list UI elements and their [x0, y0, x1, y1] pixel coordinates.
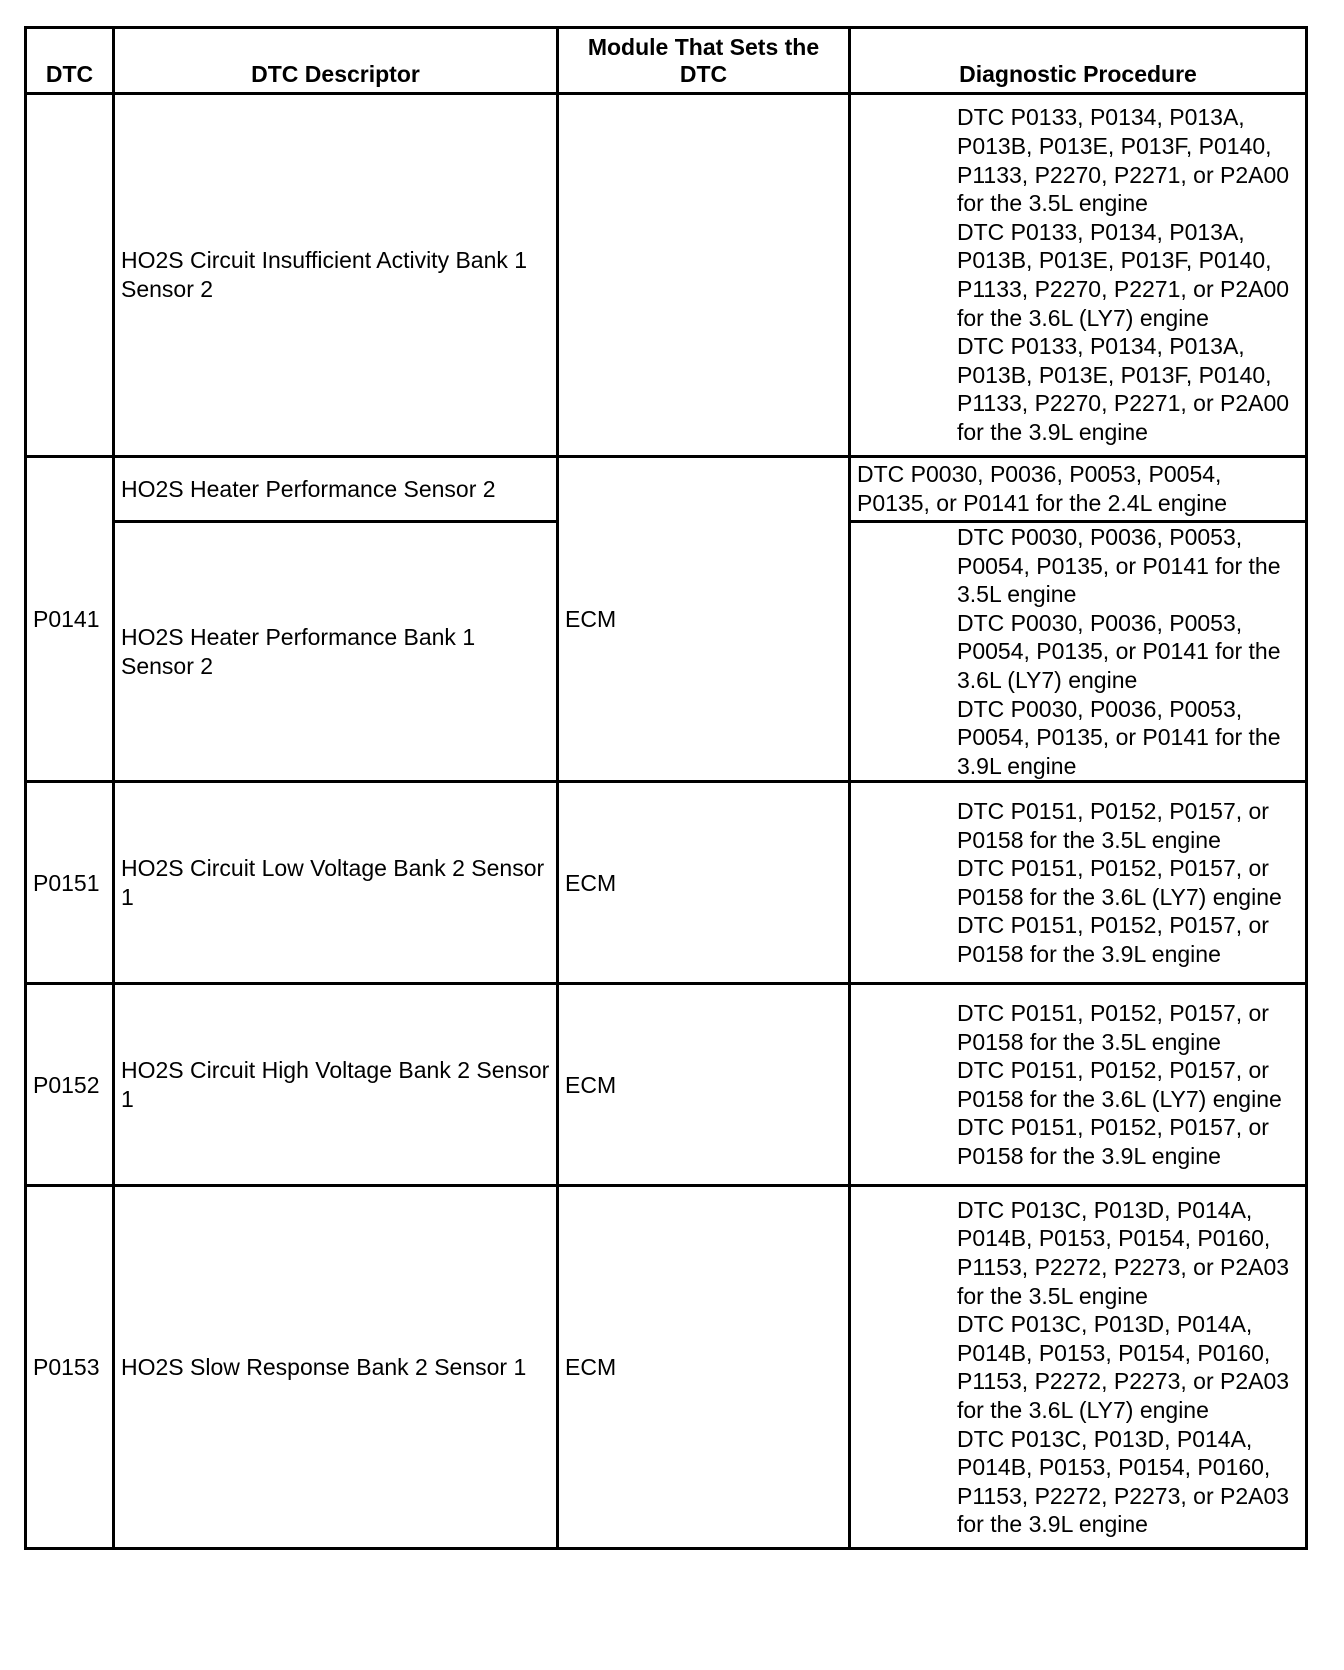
- procedure-link[interactable]: DTC P0030, P0036, P0053, P0054, P0135, or P0141 for the 3.9L engine: [957, 695, 1281, 779]
- table-header-row: [26, 28, 1307, 94]
- procedure-link[interactable]: DTC P0030, P0036, P0053, P0054, P0135, or P0141 for the 3.6L (LY7) engine: [957, 609, 1281, 693]
- module-cell: ECM: [558, 457, 850, 782]
- procedure-link[interactable]: DTC P0151, P0152, P0157, or P0158 for the 3.5L engine: [957, 1000, 1269, 1055]
- module-cell: ECM: [558, 1186, 850, 1549]
- dtc-code: P0153: [26, 1186, 114, 1549]
- procedure-link[interactable]: DTC P0133, P0134, P013A, P013B, P013E, P013F, P0140, P1133, P2270, P2271, or P2A00 for the 3.6L (LY7) engine: [957, 218, 1290, 331]
- procedure-link[interactable]: DTC P0133, P0134, P013A, P013B, P013E, P013F, P0140, P1133, P2270, P2271, or P2A00 for the 3.9L engine: [957, 333, 1290, 445]
- dtc-cell-empty: [26, 94, 114, 457]
- procedure-link[interactable]: DTC P0151, P0152, P0157, or P0158 for the 3.6L (LY7) engine: [957, 855, 1282, 910]
- dtc-code: P0152: [26, 984, 114, 1186]
- table-row: [26, 782, 1307, 984]
- table-row: [26, 457, 1307, 522]
- descriptor-cell: HO2S Circuit Low Voltage Bank 2 Sensor 1: [114, 782, 558, 984]
- procedure-link[interactable]: DTC P0151, P0152, P0157, or P0158 for the 3.5L engine: [957, 798, 1269, 853]
- dtc-table: [24, 26, 1308, 1550]
- procedure-link[interactable]: DTC P0133, P0134, P013A, P013B, P013E, P013F, P0140, P1133, P2270, P2271, or P2A00 for the 3.5L engine: [957, 104, 1290, 217]
- header-module: Module That Sets the DTC: [558, 28, 850, 94]
- procedure-link[interactable]: DTC P013C, P013D, P014A, P014B, P0153, P0154, P0160, P1153, P2272, P2273, or P2A03 for the 3.6L (LY7) engine: [957, 1311, 1290, 1423]
- procedure-link[interactable]: DTC P0151, P0152, P0157, or P0158 for the 3.6L (LY7) engine: [957, 1057, 1282, 1112]
- procedure-cell: [850, 457, 1307, 522]
- module-cell: ECM: [558, 782, 850, 984]
- dtc-code: P0141: [26, 457, 114, 782]
- table-row: [26, 984, 1307, 1186]
- procedure-link[interactable]: DTC P013C, P013D, P014A, P014B, P0153, P0154, P0160, P1153, P2272, P2273, or P2A03 for the 3.9L engine: [957, 1425, 1290, 1538]
- descriptor-cell: HO2S Circuit High Voltage Bank 2 Sensor 1: [114, 984, 558, 1186]
- procedure-link[interactable]: DTC P0030, P0036, P0053, P0054, P0135, or P0141 for the 3.5L engine: [957, 524, 1281, 608]
- descriptor-cell: HO2S Slow Response Bank 2 Sensor 1: [114, 1186, 558, 1549]
- procedure-link[interactable]: DTC P0151, P0152, P0157, or P0158 for the 3.9L engine: [957, 1114, 1269, 1170]
- descriptor-cell: HO2S Heater Performance Bank 1 Sensor 2: [114, 522, 558, 782]
- descriptor-cell: HO2S Circuit Insufficient Activity Bank 1 Sensor 2: [114, 94, 558, 457]
- table-row: [26, 1186, 1307, 1549]
- table-row: [26, 94, 1307, 457]
- procedure-cell: [850, 984, 1307, 1186]
- procedure-cell: [850, 522, 1307, 782]
- module-cell-empty: [558, 94, 850, 457]
- header-descriptor: DTC Descriptor: [114, 28, 558, 94]
- dtc-code: P0151: [26, 782, 114, 984]
- procedure-cell: [850, 94, 1307, 457]
- header-dtc: DTC: [26, 28, 114, 94]
- procedure-cell: [850, 1186, 1307, 1549]
- procedure-link[interactable]: DTC P013C, P013D, P014A, P014B, P0153, P0154, P0160, P1153, P2272, P2273, or P2A03 for the 3.5L engine: [957, 1196, 1290, 1309]
- procedure-link[interactable]: DTC P0030, P0036, P0053, P0054, P0135, or P0141 for the 2.4L engine: [857, 461, 1227, 516]
- procedure-cell: [850, 782, 1307, 984]
- descriptor-cell: HO2S Heater Performance Sensor 2: [114, 457, 558, 522]
- header-procedure: Diagnostic Procedure: [850, 28, 1307, 94]
- module-cell: ECM: [558, 984, 850, 1186]
- procedure-link[interactable]: DTC P0151, P0152, P0157, or P0158 for the 3.9L engine: [957, 912, 1269, 968]
